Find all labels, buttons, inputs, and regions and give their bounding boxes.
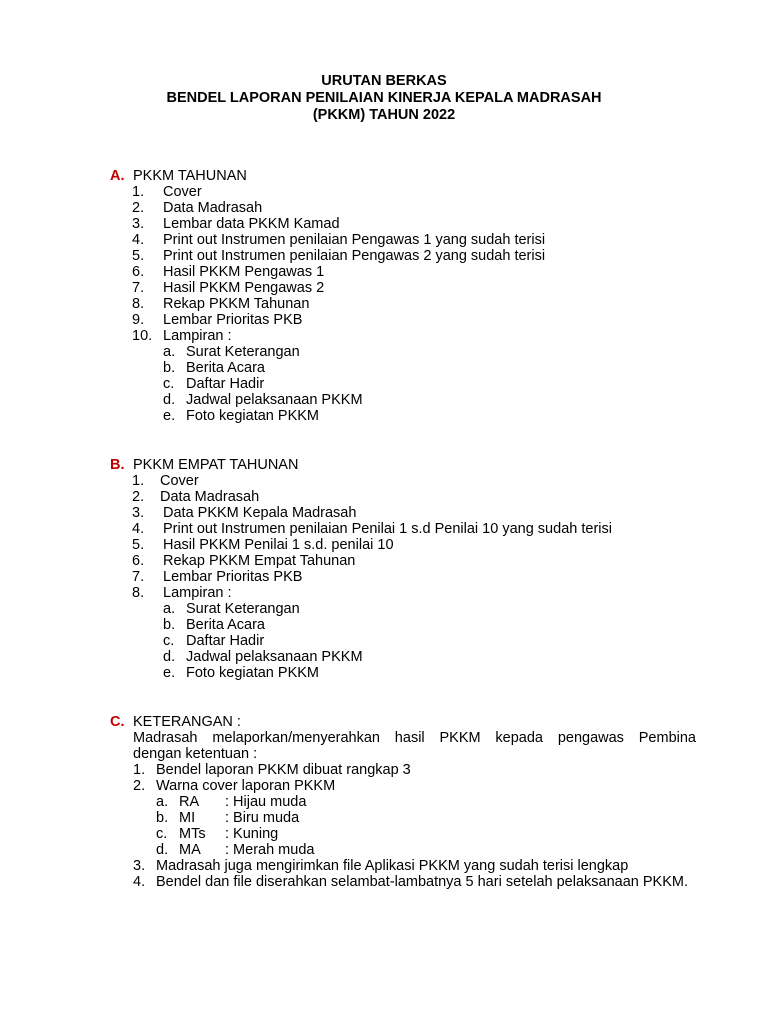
cover-color-item [110,826,696,842]
sub-item-text: Jadwal pelaksanaan PKKM [186,392,363,408]
item-text: Bendel dan file diserahkan selambat-lambatnya 5 hari setelah pelaksanaan PKKM. [156,874,688,890]
sub-list-item [163,665,710,681]
sub-item-letter: c. [163,376,175,392]
list-item [110,537,710,553]
list-item [110,569,710,585]
list-item [110,521,710,537]
sub-item-text: Daftar Hadir [186,376,265,392]
sub-item-letter: b. [163,617,176,633]
section-c-letter: C. [110,714,125,730]
sub-item-text: Berita Acara [186,360,265,376]
section-b-title: PKKM EMPAT TAHUNAN [133,457,299,473]
section-a-heading [110,168,710,184]
cover-color-item [110,810,696,826]
section-c-list-continued [110,858,696,890]
sub-list-item [163,649,710,665]
list-item [110,762,696,778]
title-line-2: BENDEL LAPORAN PENILAIAN KINERJA KEPALA MADRASAH [166,90,602,106]
madrasah-type: MI [179,810,196,826]
section-b [110,457,710,681]
list-item [110,232,710,248]
item-text: Print out Instrumen penilaian Pengawas 2 yang sudah terisi [163,248,546,264]
sub-list-item [163,392,710,408]
sub-item-letter: b. [163,360,176,376]
list-item [110,553,710,569]
sub-item-letter: e. [163,665,176,681]
section-b-lampiran-list [163,601,710,681]
item-number: 3. [132,216,145,232]
sub-list-item [163,376,710,392]
item-text: Lampiran : [163,585,232,601]
item-number: 6. [132,264,145,280]
cover-color-value: : Merah muda [225,842,315,858]
item-number: 5. [132,248,145,264]
sub-item-text: Jadwal pelaksanaan PKKM [186,649,363,665]
sub-item-text: Daftar Hadir [186,633,265,649]
keterangan-intro [110,730,696,762]
list-item [110,200,710,216]
item-text: Print out Instrumen penilaian Pengawas 1 yang sudah terisi [163,232,546,248]
section-a-title: PKKM TAHUNAN [133,168,247,184]
section-c [110,714,696,890]
item-text: Warna cover laporan PKKM [156,778,336,794]
cover-color-value: : Kuning [225,826,279,842]
item-number: 8. [132,296,145,312]
madrasah-type: MA [179,842,201,858]
list-item [110,489,710,505]
item-number: 10. [132,328,153,344]
sub-item-letter: a. [163,601,176,617]
madrasah-type: RA [179,794,200,810]
item-text: Bendel laporan PKKM dibuat rangkap 3 [156,762,411,778]
item-number: 3. [133,858,146,874]
item-text: Data Madrasah [163,200,263,216]
sub-list-item [163,360,710,376]
list-item [110,312,710,328]
item-text: Hasil PKKM Penilai 1 s.d. penilai 10 [163,537,394,553]
item-text: Madrasah juga mengirimkan file Aplikasi PKKM yang sudah terisi lengkap [156,858,629,874]
cover-color-value: : Biru muda [225,810,300,826]
item-text: Lampiran : [163,328,232,344]
sub-item-text: Foto kegiatan PKKM [186,665,319,681]
section-b-list [110,473,710,681]
item-text: Cover [160,473,199,489]
item-text: Data Madrasah [160,489,260,505]
list-item [110,264,710,280]
sub-item-letter: a. [163,344,176,360]
item-text: Lembar Prioritas PKB [163,569,303,585]
sub-item-text: Surat Keterangan [186,601,300,617]
color-item-letter: d. [156,842,169,858]
sub-list-item [163,601,710,617]
section-b-heading [110,457,710,473]
item-number: 6. [132,553,145,569]
item-text: Lembar Prioritas PKB [163,312,303,328]
list-item-lampiran [110,585,710,681]
sub-list-item [163,344,710,360]
cover-color-item [110,842,696,858]
sub-item-text: Berita Acara [186,617,265,633]
list-item [110,473,710,489]
item-number: 5. [132,537,145,553]
sub-item-letter: e. [163,408,176,424]
item-number: 4. [132,232,145,248]
sub-list-item [163,617,710,633]
item-number: 9. [132,312,145,328]
list-item [110,216,710,232]
section-c-title: KETERANGAN : [133,714,241,730]
item-text: Print out Instrumen penilaian Penilai 1 s.d Penilai 10 yang sudah terisi [163,521,612,537]
item-text: Data PKKM Kepala Madrasah [163,505,357,521]
color-item-letter: c. [156,826,168,842]
item-number: 1. [132,184,145,200]
section-b-letter: B. [110,457,125,473]
cover-color-item [110,794,696,810]
item-number: 1. [133,762,146,778]
list-item [110,280,710,296]
sub-item-letter: d. [163,649,176,665]
sub-item-text: Surat Keterangan [186,344,300,360]
item-text: Hasil PKKM Pengawas 2 [163,280,325,296]
item-text: Rekap PKKM Tahunan [163,296,310,312]
list-item [110,874,696,890]
color-item-letter: b. [156,810,169,826]
item-text: Lembar data PKKM Kamad [163,216,340,232]
item-text: Cover [163,184,202,200]
item-number: 8. [132,585,145,601]
title-line-3: (PKKM) TAHUN 2022 [312,107,456,123]
document-title [0,73,768,124]
intro-line-1: Madrasah melaporkan/menyerahkan hasil PKKM kepada pengawas Pembina [133,730,696,746]
cover-color-list [110,794,696,858]
intro-line-2: dengan ketentuan : [133,746,258,762]
list-item-lampiran [110,328,710,424]
list-item [110,505,710,521]
item-number: 4. [132,521,145,537]
item-number: 7. [132,280,145,296]
item-text: Rekap PKKM Empat Tahunan [163,553,356,569]
section-a [110,168,710,424]
sub-item-letter: c. [163,633,175,649]
item-number: 2. [132,200,145,216]
sub-list-item [163,408,710,424]
item-number: 3. [132,505,145,521]
title-line-1: URUTAN BERKAS [321,73,447,89]
item-number: 1. [132,473,145,489]
item-number: 4. [133,874,146,890]
item-text: Hasil PKKM Pengawas 1 [163,264,325,280]
madrasah-type: MTs [179,826,206,842]
sub-item-letter: d. [163,392,176,408]
color-item-letter: a. [156,794,169,810]
section-c-list [110,762,696,794]
list-item [110,184,710,200]
sub-list-item [163,633,710,649]
item-number: 2. [132,489,145,505]
item-number: 7. [132,569,145,585]
section-a-lampiran-list [163,344,710,424]
list-item [110,248,710,264]
list-item [110,778,696,794]
cover-color-value: : Hijau muda [225,794,307,810]
sub-item-text: Foto kegiatan PKKM [186,408,319,424]
list-item [110,296,710,312]
section-a-letter: A. [110,168,125,184]
item-number: 2. [133,778,146,794]
section-a-list [110,184,710,424]
list-item [110,858,696,874]
section-c-heading [110,714,696,730]
